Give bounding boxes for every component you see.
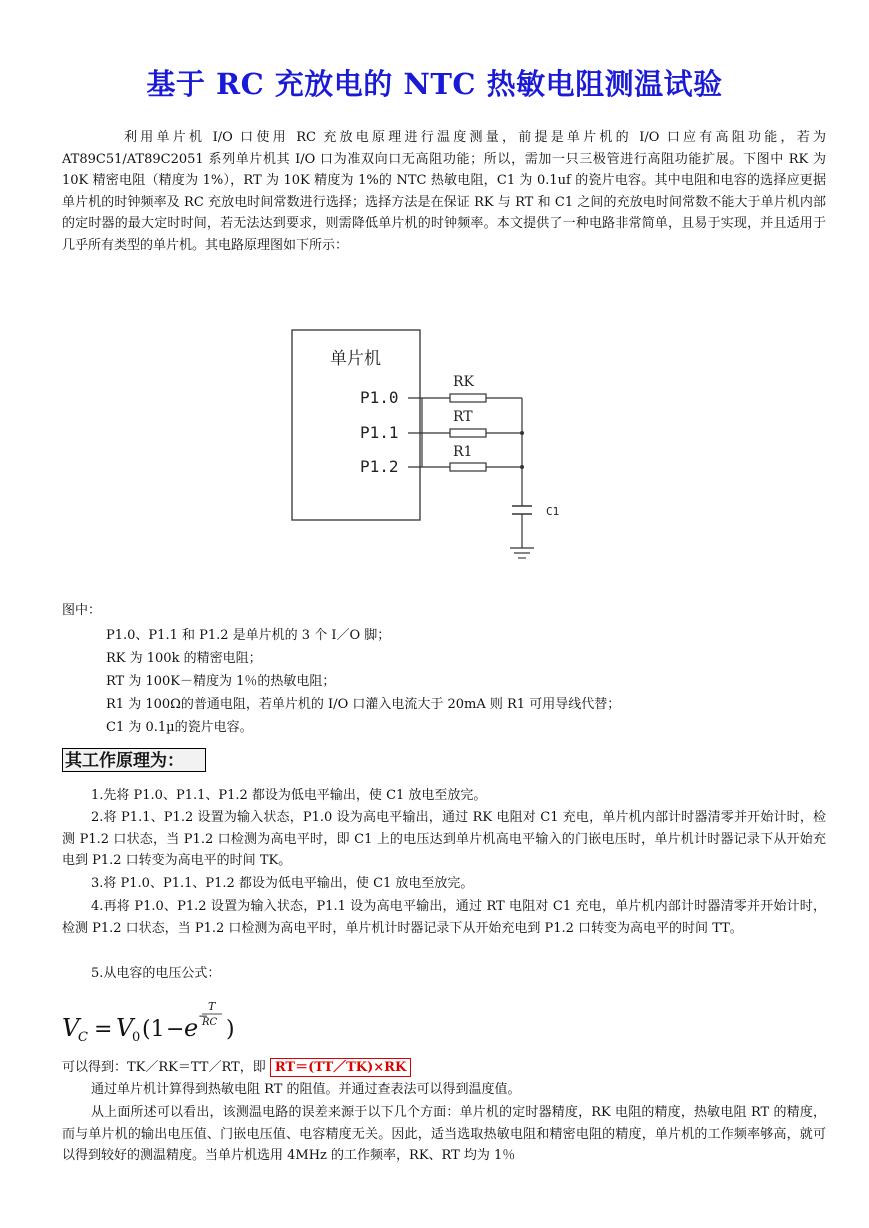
svg-text:(1: (1 xyxy=(142,1017,165,1042)
mcu-label: 单片机 xyxy=(330,349,381,369)
resistor-rk xyxy=(450,394,486,402)
result-line xyxy=(62,1057,411,1079)
legend-item: RK 为 100k 的精密电阻； xyxy=(106,651,262,666)
step-5: 5.从电容的电压公式： xyxy=(91,966,221,981)
legend-item: R1 为 100Ω的普通电阻，若单片机的 I/O 口灌入电流大于 20mA 则 R1 可用导线代替； xyxy=(106,697,621,712)
svg-text:=: = xyxy=(94,1017,113,1042)
result-formula-box: RT＝(TT／TK)×RK xyxy=(270,1058,411,1077)
label-r1: R1 xyxy=(453,444,473,460)
svg-text:T: T xyxy=(208,1000,216,1013)
label-rk: RK xyxy=(453,374,474,390)
step-3: 3.将 P1.0、P1.1、P1.2 都设为低电平输出，使 C1 放电至放完。 xyxy=(91,876,474,891)
resistor-r1 xyxy=(450,463,486,471)
section-heading: 其工作原理为： xyxy=(62,748,206,772)
page-title: 基于 RC 充放电的 NTC 热敏电阻测温试验 xyxy=(146,67,723,101)
pin-label-p12: P1.2 xyxy=(360,457,399,476)
svg-text:): ) xyxy=(226,1017,235,1042)
pin-label-p10: P1.0 xyxy=(360,388,399,407)
result-prefix: 可以得到：TK／RK＝TT／RT，即 xyxy=(62,1060,266,1075)
svg-text:C: C xyxy=(78,1030,88,1044)
svg-text:V: V xyxy=(116,1014,134,1042)
step-4: 4.再将 P1.0、P1.2 设置为输入状态，P1.1 设为高电平输出，通过 RT 电阻对 C1 充电，单片机内部计时器清零并开始计时，检测 P1.2 口状态，当 P1.2 口检测为高电平时，单片机计时器记录下从开始充电到 P1.2 口转变为高电平的时间 TT。 xyxy=(62,899,826,936)
svg-text:0: 0 xyxy=(132,1030,141,1044)
resistor-rt xyxy=(450,429,486,437)
conclusion-paragraph: 从上面所述可以看出，该测温电路的误差来源于以下几个方面：单片机的定时器精度，RK 电阻的精度，热敏电阻 RT 的精度，而与单片机的输出电压值、门嵌电压值、电容精度无关。因此，适当选取热敏电阻和精密电阻的精度，单片机的工作频率够高，就可以得到较好的测温精度。当单片机选用 4MHz 的工作频率，RK、RT 均为 1％ xyxy=(62,1105,826,1164)
label-rt: RT xyxy=(453,409,473,425)
svg-text:−: − xyxy=(166,1017,185,1042)
step-2: 2.将 P1.1、P1.2 设置为输入状态，P1.0 设为高电平输出，通过 RK 电阻对 C1 充电，单片机内部计时器清零并开始计时，检测 P1.2 口状态，当 P1.2 口检测为高电平时，即 C1 上的电压达到单片机高电平输入的门嵌电压时，单片机计时器记录下从开始充电到 P1.2 口转变为高电平的时间 TK。 xyxy=(62,810,826,869)
svg-text:RC: RC xyxy=(202,1017,218,1028)
capacitor-voltage-formula xyxy=(62,998,262,1044)
svg-text:V: V xyxy=(62,1014,80,1042)
legend-item: C1 为 0.1µ的瓷片电容。 xyxy=(106,720,253,735)
calc-paragraph: 通过单片机计算得到热敏电阻 RT 的阻值。并通过查表法可以得到温度值。 xyxy=(91,1082,521,1097)
svg-text:e: e xyxy=(184,1014,199,1042)
legend-item: RT 为 100K－精度为 1％的热敏电阻； xyxy=(106,674,336,689)
label-c1: C1 xyxy=(546,505,560,518)
legend-heading: 图中： xyxy=(62,603,102,618)
circuit-diagram xyxy=(290,320,580,580)
intro-paragraph: 利用单片机 I/O 口使用 RC 充放电原理进行温度测量，前提是单片机的 I/O 口应有高阻功能，若为 AT89C51/AT89C2051 系列单片机其 I/O 口为准双向口无高阻功能；所以，需加一只三极管进行高阻功能扩展。下图中 RK 为 10K 精密电阻（精度为 1%），RT 为 10K 精度为 1%的 NTC 热敏电阻，C1 为 0.1uf 的瓷片电容。其中电阻和电容的选择应更据单片机的时钟频率及 RC 充放电时间常数进行选择；选择方法是在保证 RK 与 RT 和 C1 之间的充放电时间常数不能大于单片机内部的定时器的最大定时时间，若无法达到要求，则需降低单片机的时钟频率。本文提供了一种电路非常简单，且易于实现，并且适用于几乎所有类型的单片机。其电路原理图如下所示： xyxy=(62,130,826,253)
pin-label-p11: P1.1 xyxy=(360,423,399,442)
step-1: 1.先将 P1.0、P1.1、P1.2 都设为低电平输出，使 C1 放电至放完。 xyxy=(91,788,487,803)
svg-text:−: − xyxy=(198,1009,209,1023)
legend-item: P1.0、P1.1 和 P1.2 是单片机的 3 个 I／O 脚； xyxy=(106,628,391,643)
